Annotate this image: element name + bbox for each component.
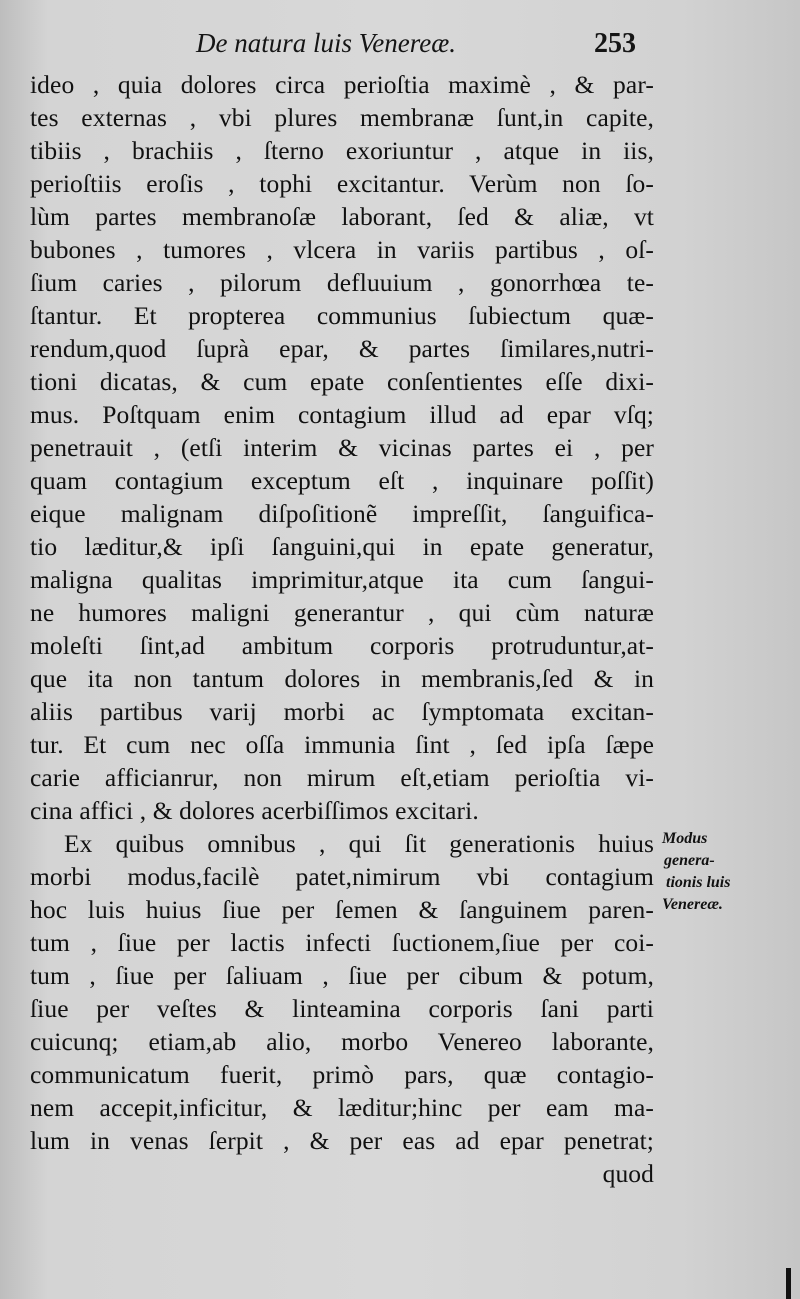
text-line: ſtantur. Et propterea communius ſubiectum quæ- — [30, 301, 654, 330]
text-line: tur. Et cum nec oſſa immunia ſint , ſed ipſa ſæpe — [30, 730, 654, 759]
text-line: tum , ſiue per lactis infecti ſuctionem,ſiue per coi- — [30, 928, 654, 957]
marginal-note — [662, 828, 772, 916]
text-line: cuicunq; etiam,ab alio, morbo Venereo laborante, — [30, 1027, 654, 1056]
text-line: que ita non tantum dolores in membranis,ſed & in — [30, 664, 654, 693]
body-text — [30, 68, 654, 1190]
page-edge-mark — [786, 1268, 791, 1299]
page-number: 253 — [594, 28, 636, 59]
marginal-note-line: tionis luis — [666, 874, 731, 891]
text-line: carie afficianrur, non mirum eſt,etiam perioſtia vi- — [30, 763, 654, 792]
text-line: tum , ſiue per ſaliuam , ſiue per cibum & potum, — [30, 961, 654, 990]
catchword: quod — [602, 1159, 654, 1188]
text-line: eique malignam diſpoſitionẽ impreſſit, ſanguifica- — [30, 499, 654, 528]
text-line: bubones , tumores , vlcera in variis partibus , oſ- — [30, 235, 654, 264]
text-line: moleſti ſint,ad ambitum corporis protruduntur,at- — [30, 631, 654, 660]
text-line: tes externas , vbi plures membranæ ſunt,in capite, — [30, 103, 654, 132]
text-line: communicatum fuerit, primò pars, quæ contagio- — [30, 1060, 654, 1089]
text-line: perioſtiis eroſis , tophi excitantur. Verùm non ſo- — [30, 169, 654, 198]
text-line: tibiis , brachiis , ſterno exoriuntur , atque in iis, — [30, 136, 654, 165]
running-title: De natura luis Venereæ. — [196, 28, 456, 58]
text-line: nem accepit,inficitur, & læditur;hinc per eam ma- — [30, 1093, 654, 1122]
text-line: mus. Poſtquam enim contagium illud ad epar vſq; — [30, 400, 654, 429]
text-line: ideo , quia dolores circa perioſtia maximè , & par- — [30, 70, 654, 99]
marginal-note-line: genera- — [664, 852, 715, 869]
paragraph-end-line: cina affici , & dolores acerbiſſimos excitari. — [30, 796, 479, 825]
text-line: hoc luis huius ſiue per ſemen & ſanguinem paren- — [30, 895, 654, 924]
text-line: ne humores maligni generantur , qui cùm naturæ — [30, 598, 654, 627]
text-line: tioni dicatas, & cum epate conſentientes eſſe dixi- — [30, 367, 654, 396]
text-line: penetrauit , (etſi interim & vicinas partes ei , per — [30, 433, 654, 462]
text-line: tio læditur,& ipſi ſanguini,qui in epate generatur, — [30, 532, 654, 561]
text-line: ſium caries , pilorum defluuium , gonorrhœa te- — [30, 268, 654, 297]
text-line: quam contagium exceptum eſt , inquinare poſſit) — [30, 466, 654, 495]
text-line: lùm partes membranoſæ laborant, ſed & aliæ, vt — [30, 202, 654, 231]
marginal-note-line: Modus — [662, 830, 708, 847]
text-line: rendum,quod ſuprà epar, & partes ſimilares,nutri- — [30, 334, 654, 363]
text-line: ſiue per veſtes & linteamina corporis ſani parti — [30, 994, 654, 1023]
text-line: maligna qualitas imprimitur,atque ita cum ſangui- — [30, 565, 654, 594]
marginal-note-line: Venereæ. — [662, 896, 723, 913]
text-line: morbi modus,facilè patet,nimirum vbi contagium — [30, 862, 654, 891]
text-line: lum in venas ſerpit , & per eas ad epar penetrat; — [30, 1126, 654, 1155]
paragraph-start-line: Ex quibus omnibus , qui ſit generationis huius — [64, 829, 654, 858]
page-header — [0, 28, 800, 64]
text-line: aliis partibus varij morbi ac ſymptomata excitan- — [30, 697, 654, 726]
